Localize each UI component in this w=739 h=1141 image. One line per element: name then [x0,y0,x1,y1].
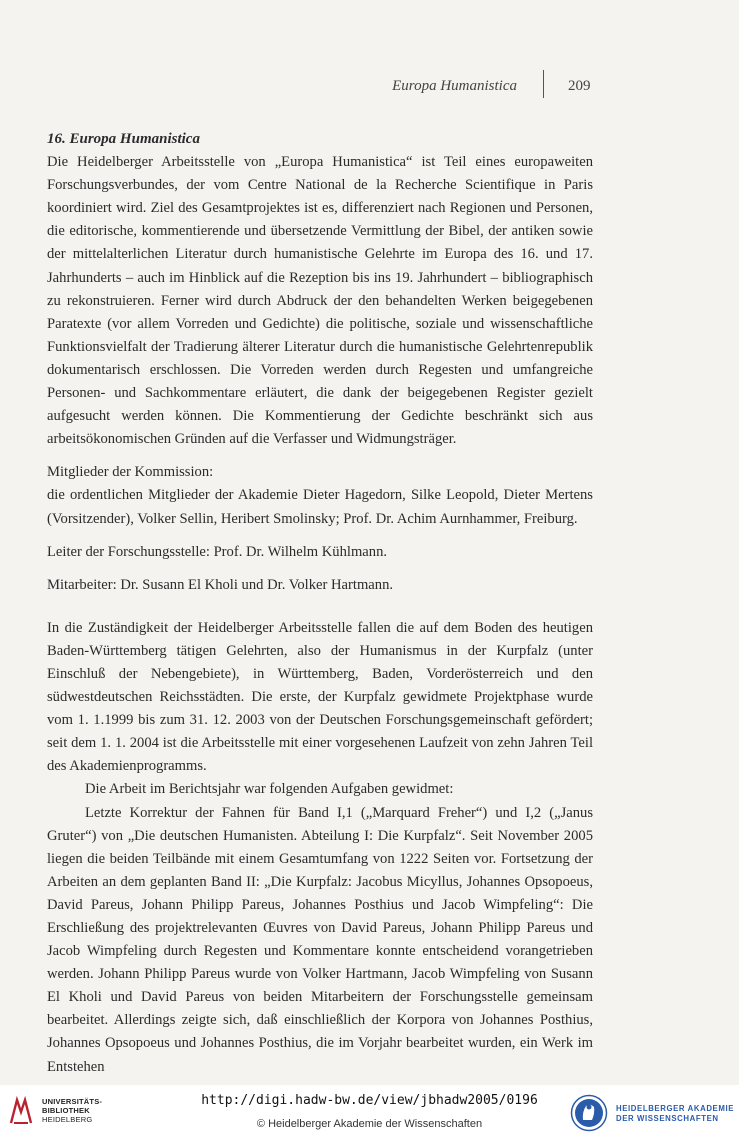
spacer [47,531,593,541]
spacer [47,451,593,461]
permalink-url[interactable]: http://digi.hadw-bw.de/view/jbhadw2005/0196 [201,1093,538,1108]
library-name: UNIVERSITÄTS- BIBLIOTHEK HEIDELBERG [42,1097,103,1124]
section-title: 16. Europa Humanistica [47,131,200,147]
spacer [47,607,593,617]
page-body [47,128,593,1079]
members-label: Mitglieder der Kommission: [47,464,214,481]
members-paragraph: die ordentlichen Mitglieder der Akademie Dieter Hagedorn, Silke Leopold, Dieter Mertens (Vorsitzender), Volker Sellin, Heribert Smolinsky; Prof. Dr. Achim Aurnhammer, Freiburg. [47,487,593,527]
running-head [0,78,739,100]
spacer [47,597,593,607]
academy-name: HEIDELBERGER AKADEMIE DER WISSENSCHAFTEN [616,1104,735,1123]
spacer [47,564,593,574]
page-number: 209 [568,78,591,94]
tasks-intro: Die Arbeit im Berichtsjahr war folgenden Aufgaben gewidmet: [85,781,454,798]
copyright-notice: © Heidelberger Akademie der Wissenschaften [256,1118,483,1130]
staff-line: Mitarbeiter: Dr. Susann El Kholi und Dr. Volker Hartmann. [47,576,394,593]
scope-paragraph: In die Zuständigkeit der Heidelberger Arbeitsstelle fallen die auf dem Boden des heutigen Baden-Württemberg tätigen Gelehrten, also der Humanismus in der Kurpfalz (unter Einschluß der Nebengebiete), in Württemberg, Baden, Vorderösterreich und den südwestdeutschen Reichsstädten. Die erste, der Kurpfalz gewidmete Projektphase wurde vom 1. 1.1999 bis zum 31. 12. 2003 von der Deutschen Forschungsgemeinschaft gefördert; seit dem 1. 1. 2004 ist die Arbeitsstelle mit einer vorgesehenen Laufzeit von zehn Jahren Teil des Akademienprogramms. [47,619,593,775]
running-head-divider [543,70,544,98]
tasks-paragraph: Letzte Korrektur der Fahnen für Band I,1 („Marquard Freher“) und I,2 („Janus Gruter“) von „Die deutschen Humanisten. Abteilung I: Die Kurpfalz“. Seit November 2005 liegen die beiden Teilbände mit einem Gesamtumfang von 1222 Seiten vor. Fortsetzung der Arbeiten an dem geplanten Band II: „Die Kurpfalz: Jacobus Micyllus, Johannes Opsopoeus, David Pareus, Johann Philipp Pareus, Johannes Posthius und Jacob Wimpfeling“: Die Erschließung des projektrelevanten Œuvres von David Pareus, Johann Philipp Pareus und Jacob Wimpfeling durch Regesten und Kommentare konnte entscheidend vorangetrieben werden. Johann Philipp Pareus wurde von Volker Hartmann, Jacob Wimpfeling von Susann El Kholi und David Pareus von beiden Mitarbeitern der Forschungsstelle gemeinsam bearbeitet. Allerdings zeigte sich, daß einschließlich der Korpora von Johannes Posthius, Johannes Opsopoeus und Johannes Posthius, die im Vorjahr bearbeitet wurden, ein Werk im Entstehen [47,804,593,1075]
leader-line: Leiter der Forschungsstelle: Prof. Dr. Wilhelm Kühlmann. [47,543,388,560]
academy-seal-icon [570,1094,608,1132]
running-head-title: Europa Humanistica [392,78,517,94]
footer [0,1085,739,1141]
intro-paragraph: Die Heidelberger Arbeitsstelle von „Europa Humanistica“ ist Teil eines europaweiten Forschungsverbundes, der vom Centre National de la Recherche Scientifique in Paris koordiniert wird. Ziel des Gesamtprojektes ist es, differenziert nach Regionen und Personen, die editorische, kommentierende und übersetzende Vermittlung der Bibel, der antiken sowie der mittelalterlichen Literatur durch humanistische Gelehrte im Europa des 16. und 17. Jahrhunderts – auch im Hinblick auf die Rezeption bis ins 19. Jahrhundert – bibliographisch zu rekonstruieren. Ferner wird durch Abdruck der den behandelten Werken beigegebenen Paratexte (vor allem Vorreden und Gedichte) die politische, soziale und wissenschaftliche Funktionsvielfalt der Tradierung älterer Literatur durch die humanistische Gelehrtenrepublik dokumentarisch erschlossen. Die Vorreden werden durch Regesten und umfangreiche Personen- und Sachkommentare erläutert, die dank der beigegebenen Register gezielt aufgesucht werden können. Die Kommentierung der Gedichte beschränkt sich aus arbeitsökonomischen Gründen auf die Verfasser und Widmungsträger. [47,154,593,448]
